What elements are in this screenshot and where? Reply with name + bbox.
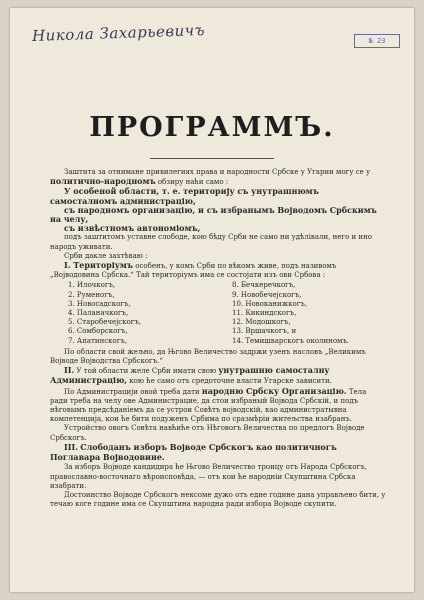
district-item: 6. Сомборскогъ,	[68, 327, 128, 336]
district-item: 3. Новосадскогъ,	[68, 299, 131, 308]
item-administration-label: II.	[64, 365, 75, 376]
item-territory	[50, 261, 386, 280]
clause-autonomy: съ извѣстномъ автономіомъ,	[64, 223, 201, 234]
page-title: ПРОГРАММЪ.	[89, 112, 335, 143]
district-item: 4. Паланачкогъ,	[68, 309, 129, 318]
demand-lead: Срби дакле захтѣваю :	[64, 251, 148, 260]
clause-own-region: У особеной области, т. е. територију съ унутрашнюмъ самосталномъ администрацію,	[50, 186, 319, 206]
item-territory-label: I. Територіумъ	[64, 260, 134, 271]
clause-liberty: подъ заштитомъ уставне слободе, кою бѣду Срби не само ни удѣлiвали, него и ино народъ уживати.	[50, 233, 372, 251]
organization-paragraph	[50, 387, 386, 425]
district-item: 14. Темишварскогъ околиномъ.	[232, 336, 350, 345]
district-item: 9. Новобечејскогъ,	[232, 290, 302, 299]
candidates-paragraph: За изборъ Војводе кандидира ће Њгово Величество троицу отъ Народа Србскогъ, православно-восточнаго вѣроисповѣда, — отъ кои ће народнiи Скупштина Србска изабрати.	[50, 463, 367, 490]
item-administration-text: У той области желе Срби имати свою	[76, 367, 217, 376]
title-wish: По области свой жељно, да Њгово Величество задржи узенъ насловъ „Великимъ Војводе Војводства Србскогъ.“	[50, 347, 366, 366]
clause-organization: съ народномъ организацію, и съ избранымъ Војводомъ Србскимъ на челу,	[50, 204, 377, 225]
organization-bold: народню Србску Организацію.	[201, 385, 347, 396]
handwritten-signature: Никола Захарьевичъ	[31, 20, 206, 46]
item-administration-tail: кою ће само отъ средоточне власти Угарске зависити.	[129, 377, 332, 386]
intro-paragraph	[50, 168, 386, 187]
item-territory-text: особенъ, у комъ Срби по вѣкомъ живе, подъ називомъ „Војводовина Србска.“ Тай територіумъ има се состојати изъ ови Србова :	[50, 262, 337, 280]
document-page	[10, 8, 414, 592]
archive-stamp: № 23	[354, 34, 400, 48]
organization-tail: Тела ради треба на челу ове Администрацие, да стои избраный Војвода Србскій, и подъ нѣговымъ предсѣданiемъ да се устрои Совѣтъ војводскій, као администратывна компетенција, кои ће бити подуженъ Србима по сразмѣрiи житељства изабранъ.	[50, 387, 367, 424]
document-body	[50, 168, 386, 509]
item-administration-bold: унутрашню самосталну Администрацію,	[50, 365, 330, 386]
intro-bold: политично-народномъ	[50, 176, 156, 187]
item-administration	[50, 366, 386, 386]
title-divider	[150, 158, 274, 159]
district-item: 11. Кикиндскогъ,	[232, 309, 297, 318]
district-item: 5. Старобечејскогъ,	[68, 318, 142, 327]
district-item: 7. Апатинскогъ,	[68, 336, 128, 345]
council-paragraph: Устройство овогъ Совѣта навћиће отъ Нѣговогъ Величества по предлогъ Војводе Србскогъ.	[50, 424, 365, 442]
intro-tail: обзиру наћи само :	[157, 178, 229, 187]
district-item: 2. Руменогъ,	[68, 290, 115, 299]
organization-lead: По Администрацији овой треба дати	[64, 387, 200, 396]
district-item: 8. Бечкеречкогъ,	[232, 281, 296, 290]
item-election-label: III.	[64, 441, 79, 452]
district-list	[68, 281, 386, 345]
district-item: 13. Вршачкогъ, и	[232, 327, 297, 336]
term-paragraph: Достоинство Војводе Србскогъ нексоме дужо отъ едне године дана управљено бити, у течаю коге године има се Скупштина народна ради избора Војводе скупити.	[50, 490, 386, 509]
item-election-text: Слободанъ изборъ Војводе Србскогъ као политичногъ Поглавара Војводовине.	[50, 441, 337, 463]
district-item: 12. Модошкогъ,	[232, 318, 291, 327]
item-election	[50, 443, 386, 463]
district-item: 1. Илочкогъ,	[68, 281, 116, 290]
intro-text: Заштита за отнимане привилегиях права и народности Србске у Угарии могу се у	[64, 168, 371, 176]
district-item: 10. Новоканижкогъ,	[232, 299, 308, 308]
